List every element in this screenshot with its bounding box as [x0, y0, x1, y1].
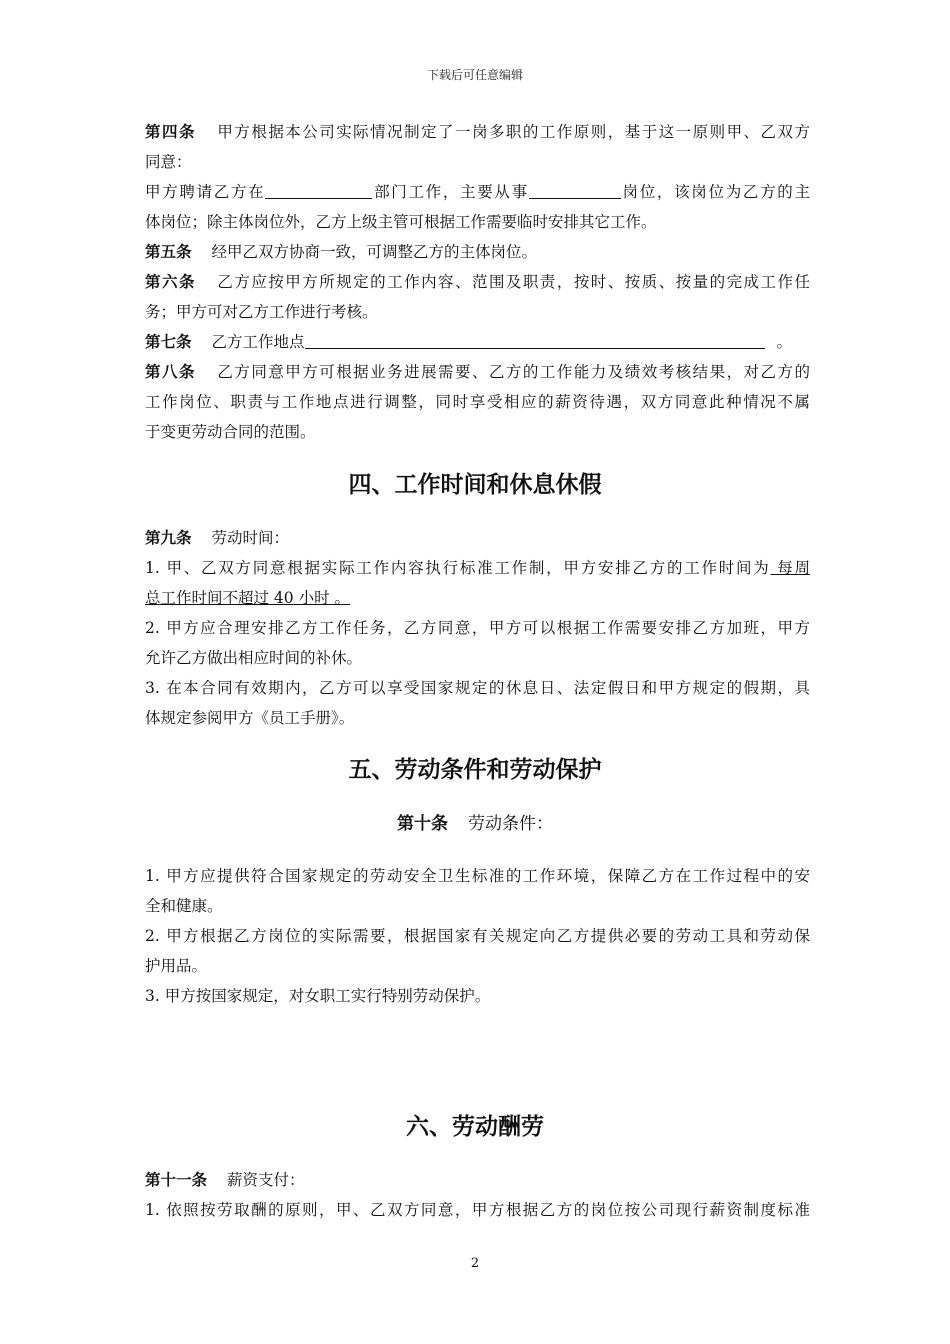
art4-line3: [145, 182, 810, 202]
art6-line2: 务；甲方可对乙方工作进行考核。: [145, 303, 378, 321]
art6-text1: 乙方应按甲方所规定的工作内容、范围及职责，按时、按质、按量的完成工作任: [215, 273, 810, 291]
art10-label: 第十条: [397, 814, 448, 834]
art10-item3-line1: 3. 甲方按国家规定，对女职工实行特别劳动保护。: [145, 987, 491, 1005]
page-number: 2: [470, 1256, 480, 1271]
art8-label: 第八条: [145, 362, 196, 381]
art4-line3-a: 甲方聘请乙方在: [145, 183, 266, 201]
section4-title: 四、工作时间和休息休假: [348, 471, 602, 498]
art9-item3-line1: 3. 在本合同有效期内，乙方可以享受国家规定的休息日、法定假日和甲方规定的假期，具: [145, 679, 810, 697]
art4-line4: 体岗位；除主体岗位外，乙方上级主管可根据工作需要临时安排其它工作。: [145, 213, 657, 231]
art5-line: [145, 242, 810, 262]
art4-line1: [145, 122, 810, 142]
art10-item2-line2: 护用品。: [145, 957, 208, 975]
art10-item1-line2: 全和健康。: [145, 897, 223, 915]
art9-item3-line2: 体规定参阅甲方《员工手册》。: [145, 709, 355, 727]
art8-line3: 于变更劳动合同的范围。: [145, 423, 316, 441]
art9-item1-line1: [145, 558, 810, 578]
art11-text: 薪资支付：: [227, 1171, 305, 1189]
art8-line2: 工作岗位、职责与工作地点进行调整，同时享受相应的薪资待遇，双方同意此种情况不属: [145, 393, 810, 411]
page-header: 下载后可任意编辑: [426, 68, 523, 82]
art9-line: [145, 528, 810, 548]
art11-item1-line1: 1. 依照按劳取酬的原则，甲、乙双方同意，甲方根据乙方的岗位按公司现行薪资制度标准: [145, 1201, 810, 1219]
art7-label: 第七条: [145, 332, 192, 351]
workplace-blank: [305, 332, 765, 349]
position-blank: [529, 182, 621, 199]
art7-text: 乙方工作地点: [211, 333, 305, 351]
art9-item1-a: 1. 甲、乙双方同意根据实际工作内容执行标准工作制，甲方安排乙方的工作时间为: [145, 559, 771, 577]
section6-title: 六、劳动酬劳: [406, 1113, 544, 1140]
art9-item1-underlined: 总工作时间不超过 40 小时 。: [145, 589, 351, 607]
section5-title: 五、劳动条件和劳动保护: [348, 756, 602, 783]
art6-line1: [145, 272, 810, 292]
art11-line: [145, 1170, 810, 1190]
art7-line: [145, 332, 810, 352]
art10-text: 劳动条件：: [468, 814, 553, 834]
art8-text1: 乙方同意甲方可根据业务进展需要、乙方的工作能力及绩效考核结果，对乙方的: [215, 363, 810, 381]
art4-text1: 甲方根据本公司实际情况制定了一岗多职的工作原则，基于这一原则甲、乙双方: [215, 123, 810, 141]
art9-item2-line2: 允许乙方做出相应时间的补休。: [145, 649, 363, 667]
art4-line2: 同意：: [145, 153, 192, 171]
department-blank: [265, 182, 372, 199]
art9-item1-line2: [145, 588, 810, 608]
art8-line1: [145, 362, 810, 382]
art7-end: 。: [776, 333, 793, 351]
art4-line3-c: 岗位，该岗位为乙方的主: [620, 183, 810, 201]
art5-label: 第五条: [145, 242, 192, 261]
art5-text: 经甲乙双方协商一致，可调整乙方的主体岗位。: [211, 243, 538, 261]
art10-item2-line1: 2. 甲方根据乙方岗位的实际需要，根据国家有关规定向乙方提供必要的劳动工具和劳动保: [145, 927, 810, 945]
art9-text: 劳动时间：: [211, 529, 290, 547]
art10-line: [0, 813, 950, 835]
art9-item1-b: 每周: [770, 559, 810, 577]
art10-item1-line1: 1. 甲方应提供符合国家规定的劳动安全卫生标准的工作环境，保障乙方在工作过程中的安: [145, 867, 810, 885]
art9-label: 第九条: [145, 528, 192, 547]
art11-label: 第十一条: [145, 1170, 208, 1189]
art4-line3-b: 部门工作，主要从事: [372, 183, 529, 201]
art6-label: 第六条: [145, 272, 196, 291]
art4-label: 第四条: [145, 122, 196, 141]
art9-item2-line1: 2. 甲方应合理安排乙方工作任务，乙方同意，甲方可以根据工作需要安排乙方加班，甲方: [145, 619, 810, 637]
